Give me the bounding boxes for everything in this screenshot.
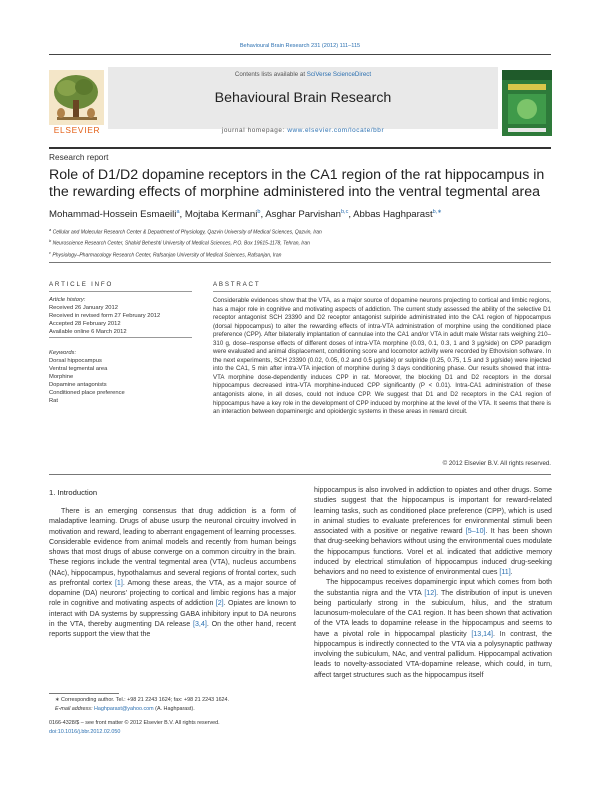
history-item: Received in revised form 27 February 2012 (49, 313, 161, 319)
citation-link[interactable]: [1] (114, 578, 123, 587)
abstract-end-divider (49, 474, 551, 475)
history-item: Accepted 28 February 2012 (49, 321, 121, 327)
journal-reference[interactable]: Behavioural Brain Research 231 (2012) 111–115 (239, 43, 361, 49)
paragraph-continued (314, 485, 552, 577)
header-top-rule (49, 54, 551, 55)
body-text: . It has been shown that drug-seeking behaviors without using the environmental cues modulate the hippocampus functions. Vorel et al. indicated that addictive memory induced by electrical stimulation of hippocampus induced drug-seeking behaviors and no need to existence of environmental cues (314, 527, 552, 576)
corresponding-author-note: ∗ Corresponding author. Tel.: +98 21 2243 1624; fax: +98 21 2243 1624. (55, 697, 230, 703)
issn-line: 0166-4328/$ – see front matter © 2012 Elsevier B.V. All rights reserved. (49, 720, 220, 726)
article-info-heading: ARTICLE INFO (49, 281, 114, 288)
keywords-divider (49, 337, 192, 338)
keywords-label: Keywords: (49, 350, 77, 356)
abstract-divider (213, 291, 551, 292)
body-text: hippocampus is also involved in addiction to opiates and other drugs. Some studies suggest that the hippocampus is important for reward-related learning tasks, such as conditioned place preference (CPP), which is used in animal studies to evaluate preferences for environmental stimuli been associated with a positive or negative reward (314, 486, 552, 535)
homepage-link[interactable]: www.elsevier.com/locate/bbr (287, 127, 385, 134)
author-list (49, 209, 559, 220)
affiliation-text: Cellular and Molecular Research Center & Department of Physiology, Qazvin University of Medical Sciences, Qazvin, Iran (52, 229, 322, 236)
author-name: Abbas Haghparast (353, 209, 433, 221)
elsevier-tree-icon (49, 70, 104, 125)
journal-homepage (108, 127, 498, 134)
affiliations (49, 226, 559, 260)
contents-availability (108, 71, 498, 78)
author-affiliation-mark[interactable]: b,∗ (432, 209, 442, 215)
body-text: . On the other hand, recent reports support the view that the (49, 619, 296, 638)
author-name: Asghar Parvishan (265, 209, 341, 221)
citation-link[interactable]: [3,4] (193, 619, 207, 628)
footnote-rule (49, 693, 119, 694)
paragraph (314, 577, 552, 680)
keyword-item: Ventral tegmental area (49, 366, 108, 372)
author-name: Mohammad-Hossein Esmaeili (49, 209, 177, 221)
keyword-item: Morphine (49, 374, 74, 380)
keyword-item: Dopamine antagonists (49, 382, 107, 388)
keyword-item: Dorsal hippocampus (49, 358, 102, 364)
doi-link[interactable]: doi:10.1016/j.bbr.2012.02.050 (49, 729, 121, 735)
journal-cover-icon (502, 70, 552, 136)
body-text: . Opiates are known to interact with DA systems by suppressing GABA inhibitory input to DA neurons in the VTA, thereby augmenting DA release (49, 599, 296, 628)
article-title: Role of D1/D2 dopamine receptors in the CA1 region of the rat hippocampus in the rewarding effects of morphine administered into the ventral tegmental area (49, 167, 545, 200)
body-text: . The distribution of input is uneven being particularly strong in the subiculum, hilus, and the stratum lacunosum-moleculare of the CA1 region. It has been shown that activation of the VTA leads to dopamine release in the hippocampus and seems to have a pivotal role in hippocampal plasticity (314, 588, 552, 638)
body-text: There is an emerging consensus that drug addiction is a form of maladaptive learning. Drugs of abuse usurp the neuronal circuitry involved in motivation and reward, leading to aberrant engagement of learning processes. Considerable evidence from animal models and recently from human beings shows that most drugs of abuse converge on a common circuitry in the brain. These regions include the ventral tegmental area (VTA), nucleus accumbens (NAc), hippocampus, hypothalamus and several regions of frontal cortex, such as prefrontal cortex (49, 507, 296, 587)
sciencedirect-link[interactable]: SciVerse ScienceDirect (306, 71, 372, 78)
journal-title: Behavioural Brain Research (214, 90, 392, 106)
email-note (55, 706, 295, 712)
author-separator: , (260, 209, 266, 221)
affiliation-mark: a (49, 227, 52, 232)
citation-link[interactable]: [11] (499, 568, 511, 576)
contents-prefix: Contents lists available at (234, 71, 307, 78)
article-history (49, 296, 192, 336)
keyword-item: Rat (49, 398, 59, 404)
author-affiliation-mark[interactable]: a (176, 209, 180, 215)
body-text: The hippocampus receives dopaminergic input which comes from both the substantia nigra and the VTA (314, 578, 552, 597)
history-label: Article history: (49, 297, 86, 303)
keywords (49, 349, 192, 405)
author-name: Mojtaba Kermani (184, 209, 258, 221)
email-label: E-mail address: (55, 706, 93, 712)
affiliation-text: Neuroscience Research Center, Shahid Beheshti University of Medical Sciences, P.O. Box 19615-1178, Tehran, Iran (52, 240, 310, 247)
abstract-heading: ABSTRACT (213, 281, 261, 288)
header-bottom-rule (49, 147, 551, 149)
publisher-logo: ELSEVIER (53, 125, 101, 135)
affiliation-mark: c (49, 249, 51, 255)
body-column-right (314, 485, 552, 680)
history-item: Received 26 January 2012 (49, 305, 118, 311)
author-separator: , (179, 209, 185, 221)
homepage-prefix: journal homepage: (221, 127, 288, 134)
affiliation-divider (49, 262, 551, 263)
email-link[interactable]: Haghparast@yahoo.com (93, 706, 154, 712)
author-affiliation-mark[interactable]: b (257, 209, 261, 215)
abstract-text: Considerable evidences show that the VTA, as a major source of dopamine neurons projecting to cortical and limbic regions, has a major role in cognitive and motivating aspects of addiction. The current study assessed the ability of the selective D1 receptor antagonist SCH 23390 and D2 receptor antagonist sulpiride administrated into the CA1 region of hippocampus (dorsal hippocampus) to alter the rewarding effects of intra-VTA administration of morphine using the conditioned place preference (CPP). After bilaterally implantation of cannulae into the CA1 and/or VTA in adult male Wistar rats weighing 210–310 g, dose–response effects of different doses of intra-VTA morphine (0.03, 0.1, 0.3, 1 and 3 μg/side) on CPP paradigm were evaluated and animal displacement, conditioning score and locomotor activity were recorded by Ethovision software. In the next experiments, SCH 23390 (0.02, 0.05, 0.2 and 0.5 μg/side) or sulpiride (0.25, 0.75, 1.5 and 3 μg/side) were injected into the CA1, 5 min after intra-VTA injection of morphine during 3 days conditioning phase. Our results showed that intra-VTA morphine dose-dependently induces CPP in rat. Moreover, the blocking D1 and D2 receptors in the dorsal hippocampus decreased intra-VTA morphine-induced CPP significantly (P < 0.01). Intra-CA1 administration of these antagonists alone, in all doses, could not induce CPP. We suggest that D1 and D2 receptors in the CA1 region of hippocampus have a key role in the development of CPP induced by morphine at the level of the VTA. It seems that there is an interaction between dopaminergic and opioidergic systems in these areas in reward circuit. (213, 297, 551, 416)
citation-link[interactable]: [5–10] (465, 527, 486, 535)
citation-link[interactable]: [2] (215, 599, 224, 608)
body-text: . In contrast, the hippocampus is indirectly connected to the VTA via a polysynaptic pathway involving the subiculum, NAc, and ventral pallidum. Hippocampal activation leads to novelty-associated VTA-dopamine release, which could, in turn, affect target structures such as the hippocampus itself (314, 629, 553, 679)
history-item: Available online 6 March 2012 (49, 329, 127, 335)
citation-link[interactable]: [13,14] (471, 629, 494, 638)
affiliation-text: Physiology–Pharmacology Research Center, Rafsanjan University of Medical Sciences, Rafsanjan, Iran (52, 252, 282, 259)
copyright-notice: © 2012 Elsevier B.V. All rights reserved. (442, 460, 551, 467)
body-text: . (510, 568, 513, 576)
article-type: Research report (49, 152, 109, 162)
body-column-left (49, 506, 296, 639)
article-info-divider (49, 291, 192, 292)
affiliation-item (49, 249, 559, 260)
affiliation-mark: b (49, 238, 52, 244)
author-affiliation-mark[interactable]: b,c (340, 209, 349, 215)
email-suffix: (A. Haghparast). (153, 706, 195, 712)
author-separator: , (348, 209, 354, 221)
affiliation-item (49, 226, 559, 237)
affiliation-item (49, 237, 559, 248)
section-heading: 1. Introduction (49, 488, 98, 497)
keyword-item: Conditioned place preference (49, 390, 125, 396)
citation-link[interactable]: [12] (424, 588, 437, 597)
body-text: . Among these areas, the VTA, as a major source of dopamine (DA) neurons' projecting to cortical and limbic regions has a major role in cognitive and motivating aspects of addiction (49, 578, 296, 608)
